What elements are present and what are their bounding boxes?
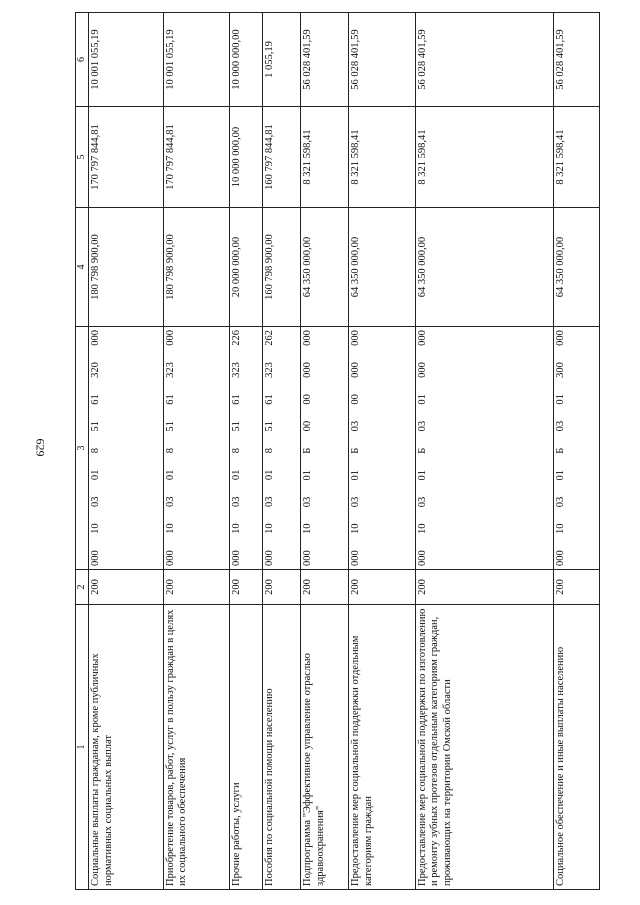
- row-value-5: 160 797 844,81: [262, 107, 301, 208]
- kbk-part: 61: [263, 394, 275, 405]
- kbk-part: 03: [555, 496, 567, 508]
- kbk-part: 61: [231, 394, 242, 405]
- kbk-part: 01: [263, 469, 275, 481]
- row-value-4: 64 350 000,00: [301, 208, 349, 327]
- row-value-5: 170 797 844,81: [163, 107, 229, 208]
- kbk-part: 10: [164, 523, 176, 534]
- row-code: 200: [349, 570, 415, 605]
- kbk-part: 000: [302, 550, 314, 566]
- kbk-part: 03: [164, 496, 176, 507]
- table-row: [415, 13, 554, 890]
- kbk-part: 03: [90, 496, 101, 507]
- kbk-part: 01: [350, 469, 362, 481]
- kbk-part: 000: [302, 362, 314, 378]
- row-value-5: 8 321 598,41: [415, 107, 554, 208]
- row-value-6: 56 028 401,59: [554, 13, 600, 107]
- kbk-part: 01: [164, 469, 176, 481]
- row-value-6: 56 028 401,59: [301, 13, 349, 107]
- kbk-part: 01: [90, 469, 101, 481]
- kbk-part: 61: [90, 394, 101, 405]
- row-kbk: [301, 327, 349, 570]
- row-code: 200: [554, 570, 600, 605]
- row-kbk: [230, 327, 263, 570]
- kbk-code: [350, 330, 363, 566]
- kbk-part: 03: [350, 496, 362, 508]
- kbk-part: 8: [90, 448, 101, 454]
- row-value-5: 8 321 598,41: [554, 107, 600, 208]
- kbk-part: 51: [164, 421, 176, 432]
- kbk-part: Б: [555, 447, 567, 454]
- row-name: Приобретение товаров, работ, услуг в пользу граждан в целях их социального обеспечения: [163, 605, 229, 890]
- kbk-part: 320: [90, 362, 101, 378]
- kbk-part: 01: [555, 469, 567, 481]
- kbk-part: 000: [164, 330, 176, 346]
- kbk-part: 01: [302, 469, 314, 481]
- kbk-part: 000: [416, 330, 428, 346]
- kbk-part: 000: [263, 550, 275, 566]
- row-kbk: [89, 327, 164, 570]
- kbk-part: 01: [416, 394, 428, 405]
- header-col-5: 5: [76, 107, 89, 208]
- kbk-part: 323: [263, 362, 275, 378]
- row-code: 200: [415, 570, 554, 605]
- kbk-part: 000: [350, 362, 362, 378]
- kbk-part: 8: [231, 448, 242, 454]
- row-value-6: 10 000 000,00: [230, 13, 263, 107]
- kbk-part: 03: [350, 420, 362, 432]
- kbk-part: 10: [555, 523, 567, 534]
- row-value-5: 8 321 598,41: [349, 107, 415, 208]
- row-name: Предоставление мер социальной поддержки по изготовлению и ремонту зубных протезов отдельным категориям граждан, проживающих на территории Омской области: [415, 605, 554, 890]
- row-name: Подпрограмма "Эффективное управление отраслью здравоохранения": [301, 605, 349, 890]
- row-value-6: 56 028 401,59: [415, 13, 554, 107]
- row-value-5: 170 797 844,81: [89, 107, 164, 208]
- kbk-part: 00: [302, 394, 314, 405]
- row-value-4: 20 000 000,00: [230, 208, 263, 327]
- table-row: [262, 13, 301, 890]
- kbk-part: 03: [555, 420, 567, 432]
- kbk-part: 000: [555, 330, 567, 346]
- kbk-part: 000: [164, 550, 176, 566]
- row-value-4: 180 798 900,00: [163, 208, 229, 327]
- row-value-4: 64 350 000,00: [415, 208, 554, 327]
- kbk-part: 01: [555, 394, 567, 405]
- row-kbk: [554, 327, 600, 570]
- kbk-part: 323: [164, 362, 176, 378]
- table-row: [230, 13, 263, 890]
- kbk-part: 000: [90, 550, 101, 566]
- kbk-code: [417, 330, 430, 566]
- kbk-part: 03: [416, 496, 428, 508]
- table-row: [163, 13, 229, 890]
- kbk-part: 000: [302, 330, 314, 346]
- row-code: 200: [301, 570, 349, 605]
- row-value-4: 160 798 900,00: [262, 208, 301, 327]
- header-col-2: 2: [76, 570, 89, 605]
- kbk-part: 10: [231, 523, 242, 534]
- header-col-1: 1: [76, 605, 89, 890]
- row-name: Социальные выплаты гражданам, кроме публичных нормативных социальных выплат: [89, 605, 164, 890]
- row-value-5: 8 321 598,41: [301, 107, 349, 208]
- kbk-code: [302, 330, 315, 566]
- kbk-part: 10: [90, 523, 101, 534]
- row-kbk: [415, 327, 554, 570]
- kbk-part: Б: [416, 447, 428, 454]
- page-number: 629: [33, 438, 48, 457]
- kbk-part: 000: [416, 550, 428, 566]
- kbk-part: 10: [350, 523, 362, 534]
- row-value-6: 1 055,19: [262, 13, 301, 107]
- kbk-part: 00: [350, 394, 362, 405]
- kbk-part: 000: [416, 362, 428, 378]
- kbk-code: [90, 330, 103, 566]
- row-code: 200: [89, 570, 164, 605]
- kbk-part: Б: [302, 447, 314, 454]
- header-col-6: 6: [76, 13, 89, 107]
- kbk-part: 03: [416, 420, 428, 432]
- budget-table: [75, 12, 600, 890]
- kbk-part: 000: [350, 330, 362, 346]
- row-kbk: [163, 327, 229, 570]
- kbk-part: 300: [555, 362, 567, 378]
- row-code: 200: [163, 570, 229, 605]
- rotated-page: [75, 29, 600, 890]
- kbk-part: 000: [555, 550, 567, 566]
- kbk-part: 51: [231, 421, 242, 432]
- kbk-code: [555, 330, 568, 566]
- row-code: 200: [230, 570, 263, 605]
- header-row: [76, 13, 89, 890]
- kbk-code: [165, 330, 178, 566]
- kbk-part: 000: [90, 330, 101, 346]
- kbk-part: 000: [350, 550, 362, 566]
- row-value-6: 10 001 055,19: [163, 13, 229, 107]
- header-col-3: 3: [76, 327, 89, 570]
- kbk-part: 03: [263, 496, 275, 507]
- table-row: [349, 13, 415, 890]
- table-row: [89, 13, 164, 890]
- row-value-4: 64 350 000,00: [349, 208, 415, 327]
- kbk-part: 262: [263, 330, 275, 346]
- kbk-code: [231, 330, 244, 566]
- kbk-part: 10: [302, 523, 314, 534]
- row-value-6: 10 001 055,19: [89, 13, 164, 107]
- kbk-part: 10: [416, 523, 428, 534]
- table-row: [301, 13, 349, 890]
- row-value-4: 64 350 000,00: [554, 208, 600, 327]
- row-code: 200: [262, 570, 301, 605]
- kbk-code: [264, 330, 277, 566]
- row-value-6: 56 028 401,59: [349, 13, 415, 107]
- row-name: Пособия по социальной помощи населению: [262, 605, 301, 890]
- kbk-part: 8: [263, 448, 275, 454]
- kbk-part: Б: [350, 447, 362, 454]
- kbk-part: 000: [231, 550, 242, 566]
- row-value-4: 180 798 900,00: [89, 208, 164, 327]
- kbk-part: 61: [164, 394, 176, 405]
- row-kbk: [349, 327, 415, 570]
- kbk-part: 51: [263, 421, 275, 432]
- kbk-part: 03: [231, 496, 242, 507]
- row-value-5: 10 000 000,00: [230, 107, 263, 208]
- row-name: Прочие работы, услуги: [230, 605, 263, 890]
- kbk-part: 8: [164, 448, 176, 454]
- row-name: Социальное обеспечение и иные выплаты населению: [554, 605, 600, 890]
- kbk-part: 03: [302, 496, 314, 508]
- row-name: Предоставление мер социальной поддержки отдельным категориям граждан: [349, 605, 415, 890]
- kbk-part: 323: [231, 362, 242, 378]
- kbk-part: 01: [231, 469, 242, 481]
- kbk-part: 01: [416, 469, 428, 481]
- kbk-part: 00: [302, 420, 314, 432]
- kbk-part: 226: [231, 330, 242, 346]
- table-row: [554, 13, 600, 890]
- kbk-part: 51: [90, 421, 101, 432]
- header-col-4: 4: [76, 208, 89, 327]
- kbk-part: 10: [263, 523, 275, 534]
- row-kbk: [262, 327, 301, 570]
